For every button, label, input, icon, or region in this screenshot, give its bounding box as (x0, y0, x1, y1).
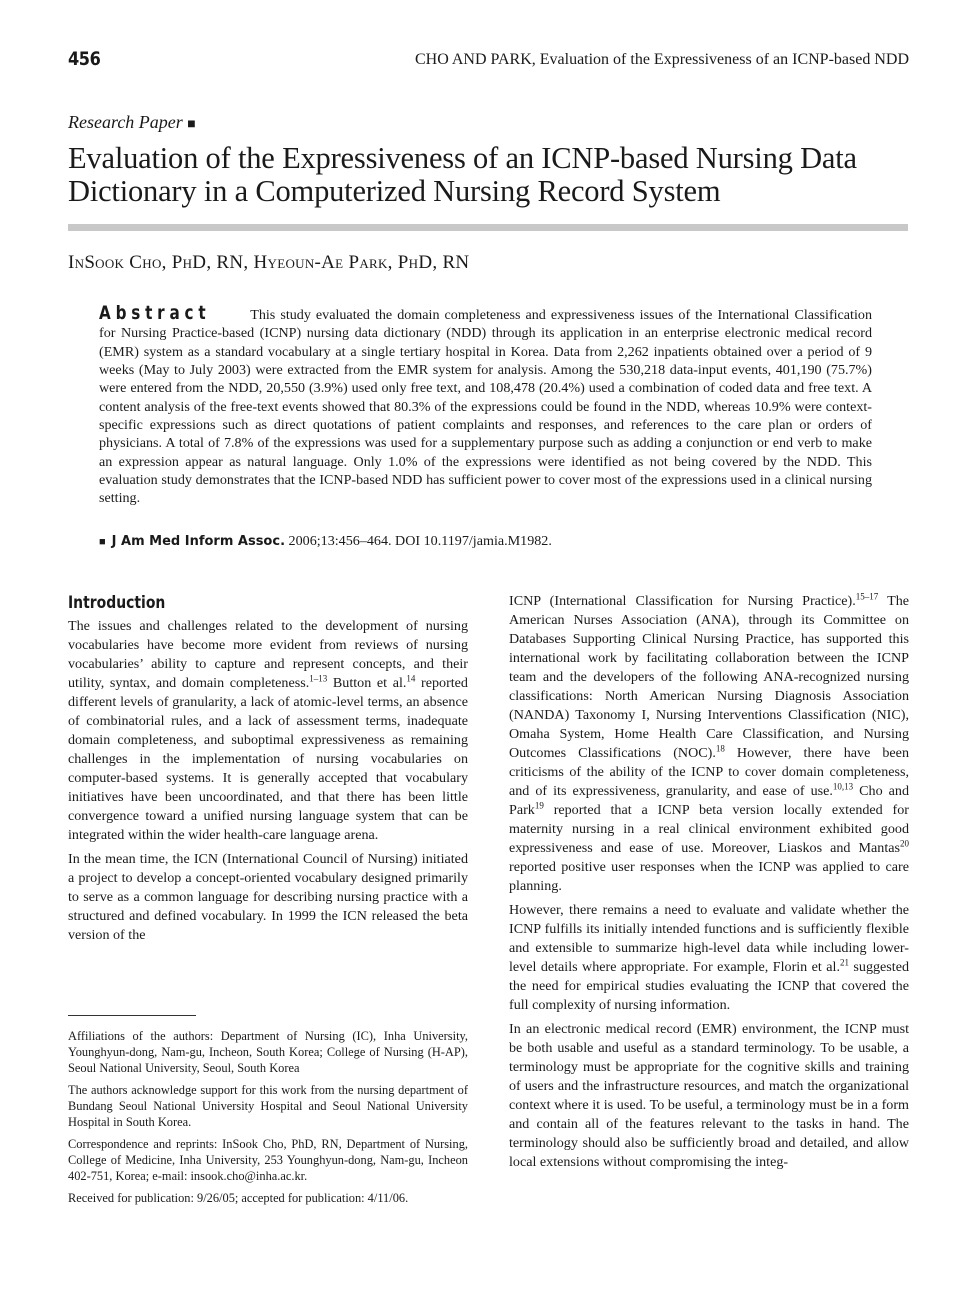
paragraph (509, 592, 909, 896)
footnote-acknowledgement: The authors acknowledge support for this work from the nursing department of Bundang Seoul National University Hospital and Seoul National University Hospital in South Korea. (68, 1083, 468, 1129)
journal-name: J Am Med Inform Assoc. (111, 534, 286, 549)
paragraph-text: However, there have been criticisms of the ability of the ICNP to cover domain completeness, and of its expressiveness, granularity, and ease of use. (509, 745, 909, 799)
paragraph-text: reported different levels of granularity, a lack of atomic-level terms, an absence of combinatorial rules, and a lack of assessment terms, inadequate domain completeness, and suboptimal expressiveness as remaining challenges in the implementation of nursing vocabularies on computer-based systems. It is generally accepted that vocabulary initiatives have been uncoordinated, and that there has been little convergence toward a unified nursing language system that can be integrated within the wider health-care language arena. (68, 675, 468, 843)
square-bullet-icon: ■ (187, 117, 196, 132)
article-type-label (68, 112, 196, 133)
article-type-text: Research Paper (68, 112, 183, 132)
footnote-correspondence: Correspondence and reprints: InSook Cho, PhD, RN, Department of Nursing, College of Medicine, Inha University, 253 Younghyun-dong, Nam-gu, Incheon 402-751, Korea; e-mail: insook.cho@inha.ac.kr. (68, 1137, 468, 1183)
reference-link[interactable]: 10,13 (832, 781, 854, 792)
right-column (509, 592, 909, 1177)
reference-link[interactable]: 20 (900, 838, 909, 849)
reference-link[interactable]: 21 (839, 957, 849, 968)
article-title: Evaluation of the Expressiveness of an ICNP-based Nursing Data Dictionary in a Computerized Nursing Record System (68, 141, 857, 208)
abstract-text: This study evaluated the domain completeness and expressiveness issues of the International Classification for Nursing Practice-based (ICNP) nursing data dictionary (NDD) through its application in an enterprise electronic medical record (EMR) system as a standard vocabulary at a single tertiary hospital in Korea. Data from 2,262 inpatients obtained over a period of 9 weeks (May to July 2003) were extracted from the EMR system for analysis. Among the 530,218 data-input events, 401,190 (75.7%) were entered from the NDD, 20,550 (3.9%) used only free text, and 108,478 (20.4%) used a combination of coded data and free text. A content analysis of the free-text events showed that 80.3% of the expressions could be found in the NDD, whereas 10.9% were context-specific expressions such as direct quotations of patient complaints and responses, and references to the care plan or orders of physicians. A total of 7.8% of the expressions was used for a supplementary purpose such as adding a conjunction or end verb to make an expression appear as natural language. Only 1.0% of the expressions were identified as not being covered by the NDD. This evaluation study demonstrates that the ICNP-based NDD has sufficient power to cover most of the expressions used in a clinical nursing setting. (99, 307, 872, 507)
paragraph-text: reported positive user responses when the ICNP was applied to care planning. (509, 859, 909, 894)
citation (99, 533, 552, 550)
paragraph-text: reported that a ICNP beta version locally extended for maternity nursing in a real clinical environment exhibited good expressiveness and ease of use. Moreover, Liaskos and Mantas (509, 802, 909, 856)
paragraph (509, 901, 909, 1015)
paragraph: In the mean time, the ICN (International Council of Nursing) initiated a project to develop a concept-oriented vocabulary designed primarily to serve as a common language for describing nursing practice with a structured and defined vocabulary. In 1999 the ICN released the beta version of the (68, 851, 468, 943)
reference-link[interactable]: 19 (534, 800, 544, 811)
author-list: InSook Cho, PhD, RN, Hyeoun-Ae Park, PhD, RN (68, 252, 470, 273)
footnote-divider (68, 1015, 196, 1016)
reference-link[interactable]: 15–17 (855, 591, 879, 602)
paragraph-text: Cho and Park (509, 783, 910, 818)
paragraph-text: The issues and challenges related to the development of nursing vocabularies have become more evident from reviews of nursing vocabularies’ ability to capture and represent concepts, and their utility, syntax, and domain completeness. (68, 618, 468, 691)
reference-link[interactable]: 14 (406, 673, 416, 684)
paragraph-text: suggested the need for empirical studies evaluating the ICNP that covered the full complexity of nursing information. (509, 959, 910, 1013)
running-head: CHO AND PARK, Evaluation of the Expressiveness of an ICNP-based NDD (414, 51, 909, 68)
abstract-heading: Abstract (99, 302, 211, 324)
left-column (68, 594, 468, 950)
abstract (99, 304, 872, 508)
paragraph-text: ICNP (International Classification for Nursing Practice). (509, 593, 856, 609)
footnote-affiliations: Affiliations of the authors: Department of Nursing (IC), Inha University, Younghyun-dong, Nam-gu, Incheon, South Korea; College of Nursing (H-AP), Seoul National University, Seoul, South Korea (68, 1029, 468, 1075)
paragraph-text: However, there remains a need to evaluate and validate whether the ICNP fulfills its initially intended functions and is sufficiently flexible and extensible to summarize high-level data while including lower-level details where appropriate. For example, Florin et al. (509, 902, 909, 975)
section-heading-introduction: Introduction (68, 593, 166, 613)
footnote-received: Received for publication: 9/26/05; accepted for publication: 4/11/06. (68, 1191, 409, 1205)
citation-details: 2006;13:456–464. DOI 10.1197/jamia.M1982. (288, 533, 552, 549)
page-number: 456 (68, 48, 101, 70)
square-bullet-icon: ■ (99, 536, 106, 548)
reference-link[interactable]: 1–13 (309, 673, 328, 684)
paragraph-text: Button et al. (327, 675, 407, 691)
title-divider (68, 224, 908, 231)
footnotes (68, 1028, 468, 1212)
paragraph: In an electronic medical record (EMR) environment, the ICNP must be both usable and useful as a standard terminology. To be usable, a terminology must be appropriate for the cognitive skills and training of users and the infrastructure resources, and match the organizational context where it is used. To be useful, a terminology must be in a form and contain all of the features relevant to the tasks in hand. The terminology should also be sufficiently broad and detailed, and allow local extensions without compromising the integ- (509, 1021, 909, 1170)
paragraph (68, 617, 468, 845)
paragraph-text: The American Nurses Association (ANA), through its Committee on Databases Supporting Clinical Nursing Practice, has supported this international work by facilitating collaboration between the ICNP team and the developers of the following ANA-recognized nursing classifications: North American Nursing Diagnosis Association (NANDA) Taxonomy I, Nursing Interventions Classification (NIC), Omaha System, Home Health Care Classification, and Nursing Outcomes Classifications (NOC). (509, 593, 909, 761)
reference-link[interactable]: 18 (715, 743, 725, 754)
page-header (68, 48, 909, 74)
